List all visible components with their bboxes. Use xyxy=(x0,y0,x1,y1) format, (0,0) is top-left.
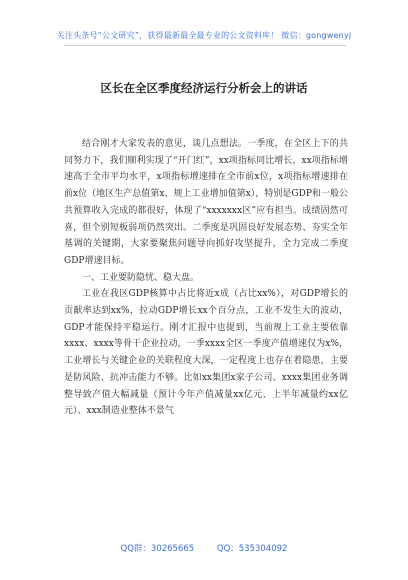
footer-qq: QQ：535304092 xyxy=(216,544,288,554)
document-body xyxy=(64,136,348,420)
header-divider xyxy=(64,45,346,46)
section-heading-industry: 一、工业要防隐忧、稳大盘。 xyxy=(82,272,200,283)
footer-qq-group: QQ群：30265665 xyxy=(120,544,195,554)
paragraph-industry: 工业在我区GDP核算中占比将近x成（占比xx%），对GDP增长的贡献率达到xx%，拉动GDP增长xx个百分点，工业不发生大的波动，GDP才能保持平稳运行。刚才汇报中也提到，当前规上工业主要依靠xxxx、xxxx等骨干企业拉动，一季xxxx全区一季度产值增速仅为x%，工业增长与关键企业的关联程度大深，一定程度上也存在着隐患，主要是防风险、抗冲击能力不够。比如xx集团x家子公司、xxxx集团业务调整导致产值大幅减量（预计今年产值减量xx亿元、上半年减量约xx亿元）、xxx制造业整体不景气 xyxy=(64,289,348,417)
document-title: 区长在全区季度经济运行分析会上的讲话 xyxy=(100,81,308,95)
header-notice: 关注头条号“公文研究”，获得最新最全最专业的公文资料库！ 微信：gongwenyj xyxy=(56,31,352,40)
footer-contact xyxy=(0,542,408,554)
paragraph-intro: 结合刚才大家发表的意见，谈几点想法。一季度，在全区上下的共同努力下，我们顺利实现了“开门红”，xx项指标同比增长，xx项指标增速高于全市平均水平，x项指标增速排在全市前x位，x项指标增速排在前x位（地区生产总值第x、规上工业增加值第x），特别是GDP和一般公共预算收入完成的都很好，体现了“xxxxxxx区”应有担当。成绩固然可喜，但个别短板弱项仍然突出。二季度是巩固良好发展态势、夯实全年基调的关键期，大家要聚焦问题导向抓好攻坚提升，全力完成二季度GDP增速目标。 xyxy=(64,139,348,266)
